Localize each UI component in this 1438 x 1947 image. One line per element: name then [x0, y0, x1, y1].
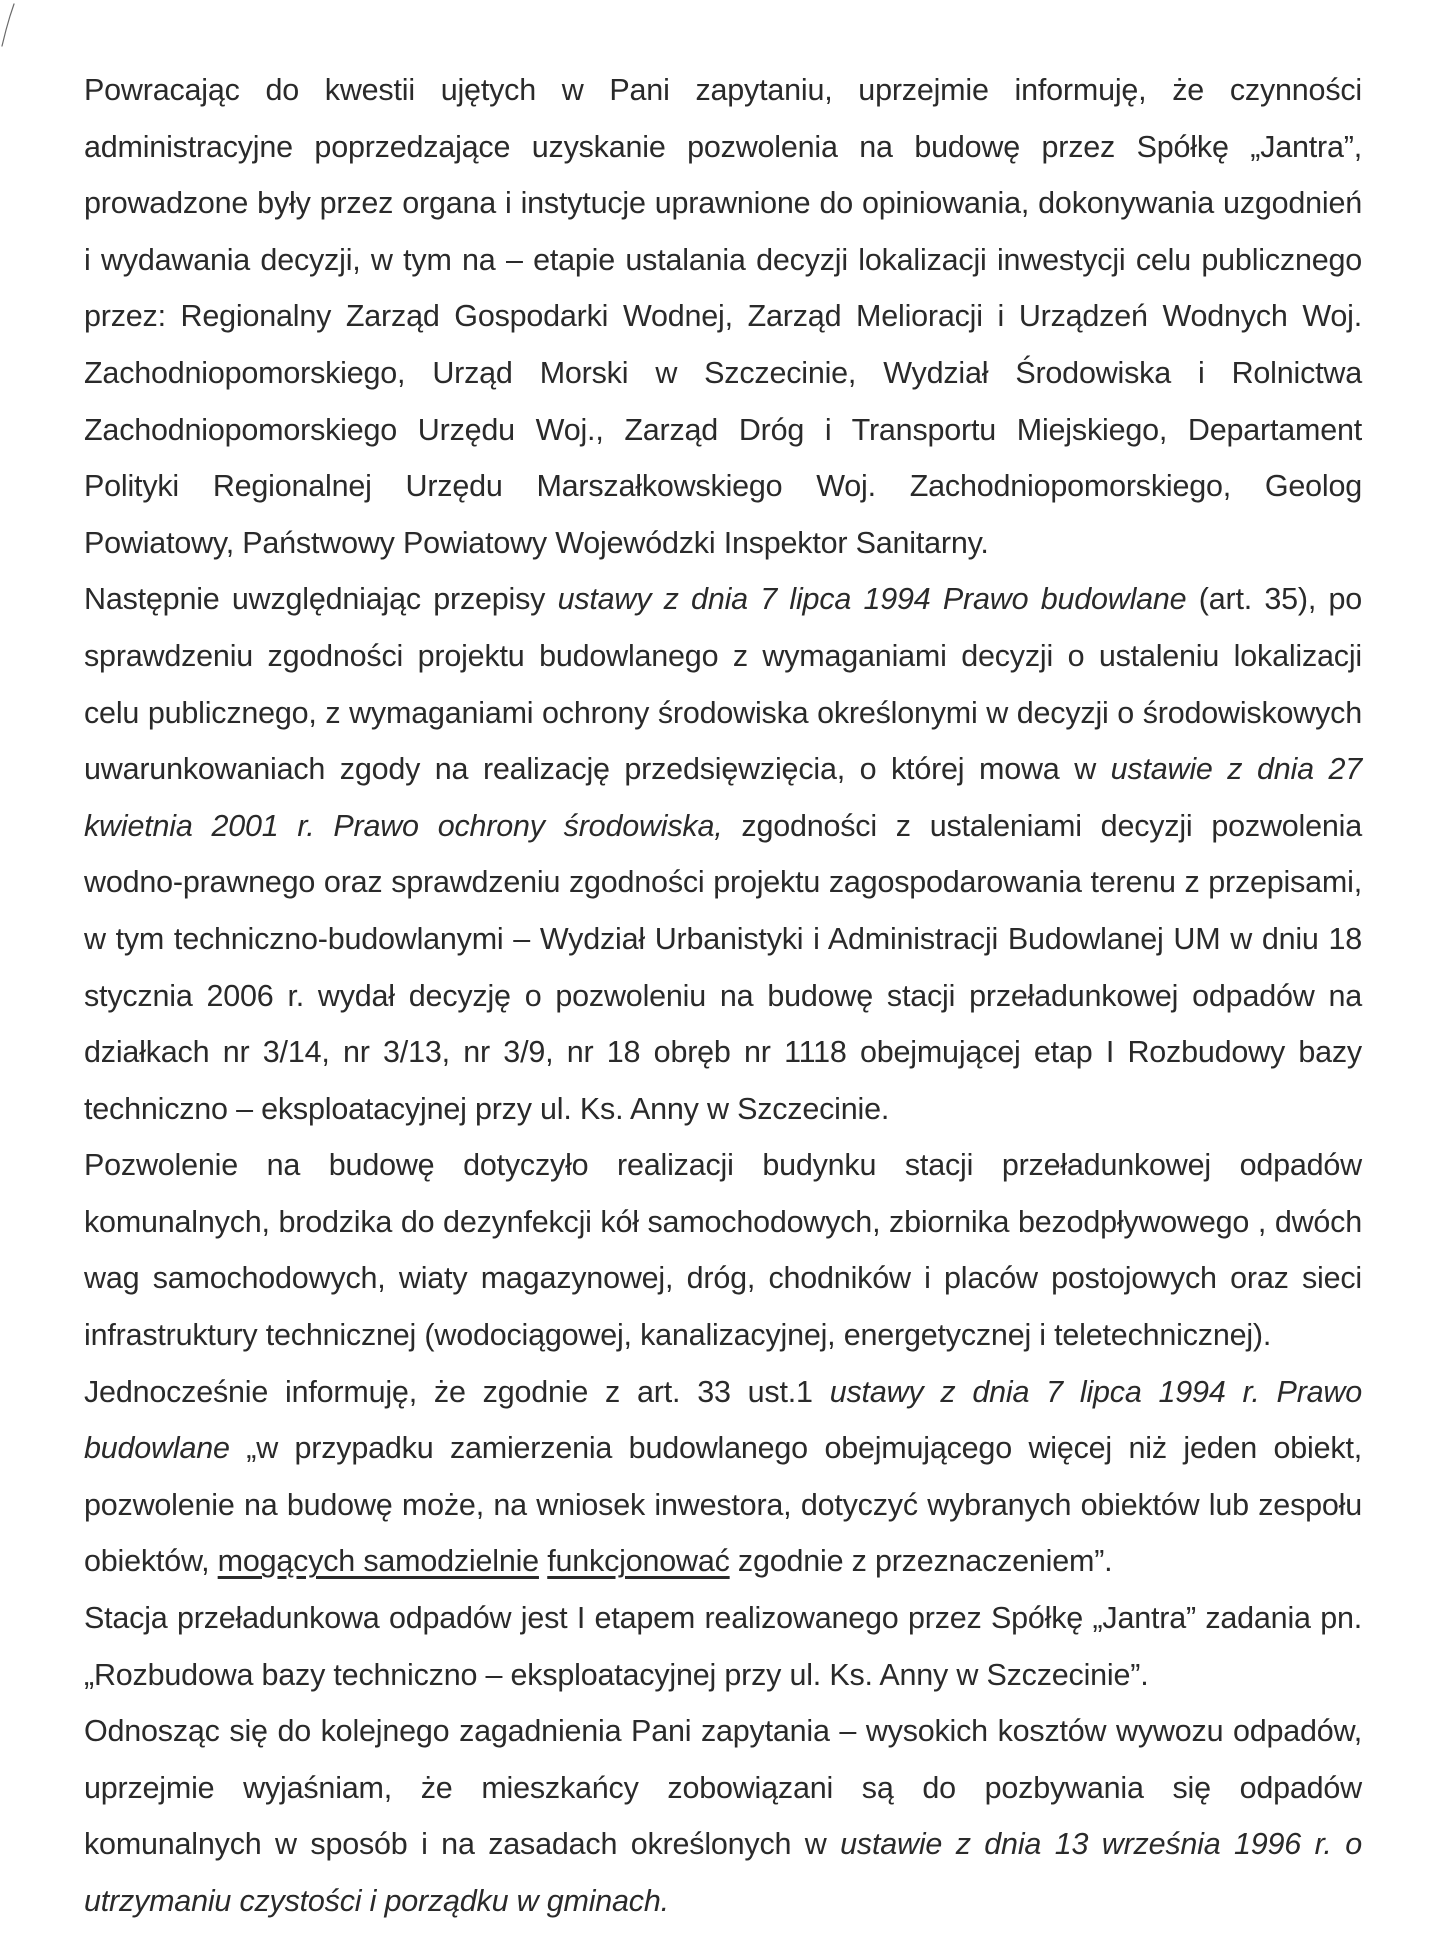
italic-citation-text: ustawy z dnia 7 lipca 1994 r. Prawo budowlane: [84, 1374, 1363, 1466]
paragraph-text: zgodności z ustaleniami decyzji pozwolenia wodno-prawnego oraz sprawdzeniu zgodności projektu zagospodarowania terenu z przepisami, w tym techniczno-budowlanymi – Wydział Urbanistyki i Administracji Budowlanej UM w dniu 18 stycznia 2006 r. wydał decyzję o pozwoleniu na budowę stacji przeładunkowej odpadów na działkach nr 3/14, nr 3/13, nr 3/9, nr 18 obręb nr 1118 obejmującej etap I Rozbudowy bazy techniczno – eksploatacyjnej przy ul. Ks. Anny w Szczecinie.: [84, 808, 1362, 1126]
underlined-text: funkcjonować: [547, 1544, 730, 1579]
paragraph-article-33: [84, 1364, 1362, 1590]
letter-body: [84, 62, 1362, 1930]
paragraph-text: [539, 1544, 547, 1578]
underlined-text: mogących samodzielnie: [217, 1544, 539, 1579]
italic-citation-text: ustawy z dnia 7 lipca 1994 Prawo budowlane: [557, 582, 1187, 617]
paragraph-text: „w przypadku zamierzenia budowlanego obejmującego więcej niż jeden obiekt, pozwolenie na budowę może, na wniosek inwestora, dotyczyć wybranych obiektów lub zespołu obiektów,: [84, 1431, 1362, 1579]
pen-mark-decoration: [0, 0, 18, 48]
paragraph-text: Stacja przeładunkowa odpadów jest I etapem realizowanego przez Spółkę „Jantra” zadania pn. „Rozbudowa bazy techniczno – eksploatacyjnej przy ul. Ks. Anny w Szczecinie”.: [84, 1601, 1362, 1692]
italic-citation-text: ustawie z dnia 13 września 1996 r. o utrzymaniu czystości i porządku w gminach.: [84, 1827, 1362, 1918]
italic-citation-text: ustawie z dnia 27 kwietnia 2001 r. Prawo ochrony środowiska,: [84, 752, 1362, 843]
paragraph-text: Odnosząc się do kolejnego zagadnienia Pani zapytania – wysokich kosztów wywozu odpadów, uprzejmie wyjaśniam, że mieszkańcy zobowiązani są do pozbywania się odpadów komunalnych w sposób i na zasadach określonych w: [84, 1714, 1362, 1862]
paragraph-administrative-procedures: [84, 62, 1362, 571]
paragraph-permit-scope: [84, 1137, 1362, 1363]
paragraph-text: Pozwolenie na budowę dotyczyło realizacji budynku stacji przeładunkowej odpadów komunalnych, brodzika do dezynfekcji kół samochodowych, zbiornika bezodpływowego , dwóch wag samochodowych, wiaty magazynowej, dróg, chodników i placów postojowych oraz sieci infrastruktury technicznej (wodociągowej, kanalizacyjnej, energetycznej i teletechnicznej).: [84, 1148, 1362, 1353]
paragraph-waste-removal-costs: [84, 1703, 1362, 1929]
paragraph-text: (art. 35), po sprawdzeniu zgodności projektu budowlanego z wymaganiami decyzji o ustaleniu lokalizacji celu publicznego, z wymaganiami ochrony środowiska określonymi w decyzji o środowiskowych uwarunkowaniach zgody na realizację przedsięwzięcia, o której mowa w: [84, 582, 1363, 787]
paragraph-text: Powracając do kwestii ujętych w Pani zapytaniu, uprzejmie informuję, że czynności administracyjne poprzedzające uzyskanie pozwolenia na budowę przez Spółkę „Jantra”, prowadzone były przez organa i instytucje uprawnione do opiniowania, dokonywania uzgodnień i wydawania decyzji, w tym na – etapie ustalania decyzji lokalizacji inwestycji celu publicznego przez: Regionalny Zarząd Gospodarki Wodnej, Zarząd Melioracji i Urządzeń Wodnych Woj. Zachodniopomorskiego, Urząd Morski w Szczecinie, Wydział Środowiska i Rolnictwa Zachodniopomorskiego Urzędu Woj., Zarząd Dróg i Transportu Miejskiego, Departament Polityki Regionalnej Urzędu Marszałkowskiego Woj. Zachodniopomorskiego, Geolog Powiatowy, Państwowy Powiatowy Wojewódzki Inspektor Sanitarny.: [84, 73, 1362, 560]
paragraph-text: Następnie uwzględniając przepisy: [84, 582, 558, 617]
paragraph-text: Jednocześnie informuję, że zgodnie z art. 33 ust.1: [84, 1374, 830, 1409]
paragraph-transfer-station-stage: [84, 1590, 1362, 1703]
paragraph-building-permit-decision: [84, 571, 1362, 1137]
paragraph-text: zgodnie z przeznaczeniem”.: [729, 1544, 1113, 1579]
